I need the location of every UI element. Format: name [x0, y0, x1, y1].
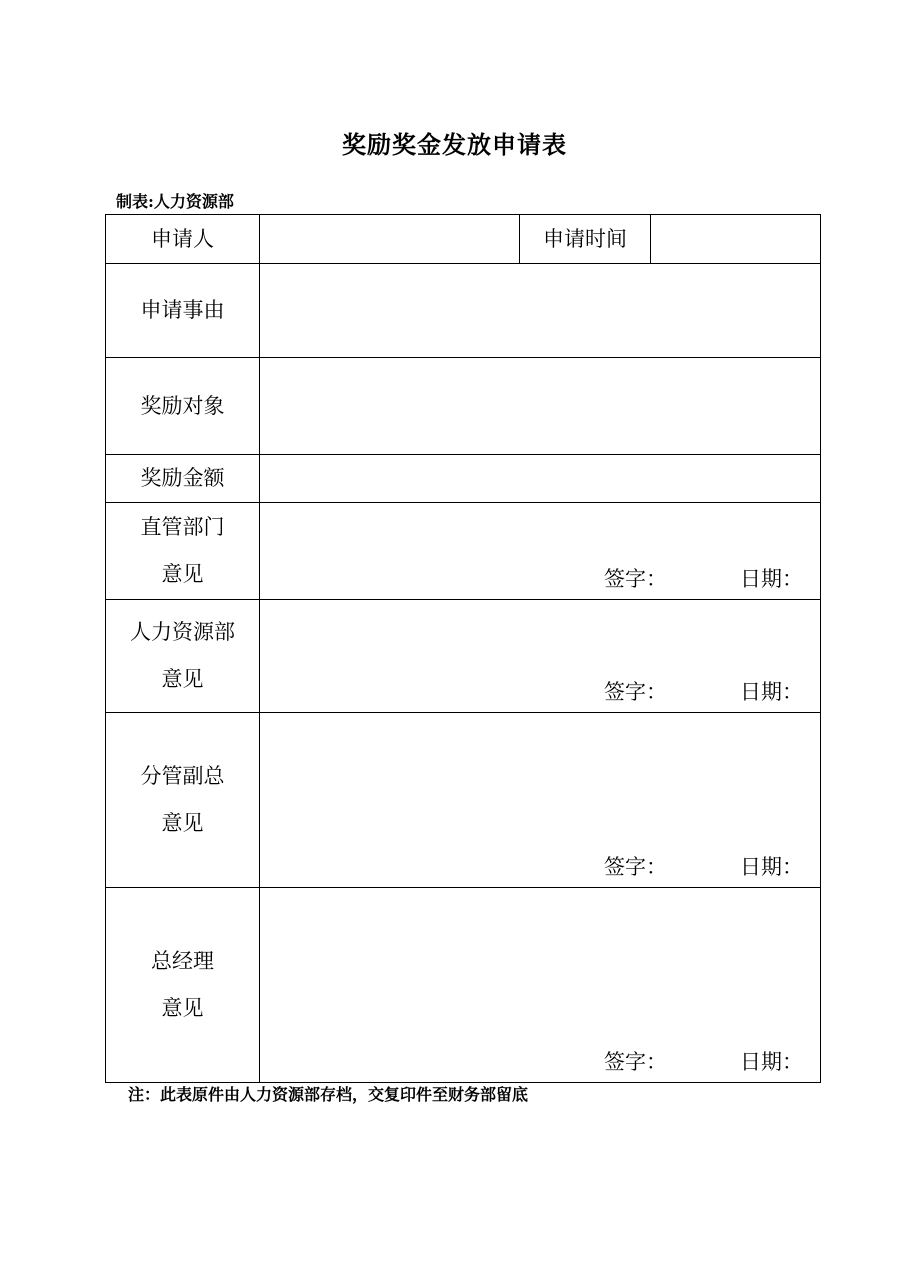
dept-signature-label: 签字： [604, 567, 667, 591]
vp-opinion-label-line2: 意见 [161, 811, 204, 835]
amount-label: 奖励金额 [106, 455, 260, 503]
reason-field[interactable] [260, 264, 821, 358]
hr-opinion-field[interactable] [260, 600, 821, 713]
application-time-label: 申请时间 [520, 215, 651, 264]
form-title: 奖励奖金发放申请表 [342, 130, 567, 159]
amount-field[interactable] [260, 455, 821, 503]
vp-signature-label: 签字： [604, 855, 667, 879]
hr-date-label: 日期： [740, 680, 803, 704]
hr-signature-line [260, 674, 820, 710]
target-row [106, 358, 821, 455]
dept-opinion-label [106, 503, 260, 600]
hr-signature-label: 签字： [604, 680, 667, 704]
vp-signature-line [260, 849, 820, 885]
dept-opinion-label-line1: 直管部门 [140, 515, 225, 539]
vp-opinion-row [106, 713, 821, 888]
hr-opinion-row [106, 600, 821, 713]
vp-date-label: 日期： [740, 855, 803, 879]
hr-opinion-label-line1: 人力资源部 [130, 620, 235, 644]
hr-opinion-label-line2: 意见 [161, 667, 204, 691]
form-maker-line: 制表:人力资源部 [116, 192, 234, 211]
dept-date-label: 日期： [740, 567, 803, 591]
vp-opinion-field[interactable] [260, 713, 821, 888]
dept-opinion-row [106, 503, 821, 600]
reason-label: 申请事由 [106, 264, 260, 358]
gm-opinion-label [106, 888, 260, 1083]
target-label: 奖励对象 [106, 358, 260, 455]
dept-opinion-label-line2: 意见 [161, 562, 204, 586]
target-field[interactable] [260, 358, 821, 455]
applicant-label: 申请人 [106, 215, 260, 264]
application-time-field[interactable] [651, 215, 821, 264]
amount-row [106, 455, 821, 503]
gm-date-label: 日期： [740, 1050, 803, 1074]
gm-opinion-label-line2: 意见 [161, 996, 204, 1020]
gm-signature-line [260, 1044, 820, 1080]
gm-opinion-label-line1: 总经理 [151, 949, 214, 973]
dept-opinion-field[interactable] [260, 503, 821, 600]
vp-opinion-label-line1: 分管副总 [140, 764, 225, 788]
gm-opinion-row [106, 888, 821, 1083]
bonus-application-table [105, 214, 821, 1083]
footer-note: 注：此表原件由人力资源部存档，交复印件至财务部留底 [128, 1085, 529, 1104]
reason-row [106, 264, 821, 358]
applicant-field[interactable] [260, 215, 520, 264]
gm-signature-label: 签字： [604, 1050, 667, 1074]
vp-opinion-label [106, 713, 260, 888]
applicant-row [106, 215, 821, 264]
hr-opinion-label [106, 600, 260, 713]
dept-signature-line [260, 561, 820, 597]
gm-opinion-field[interactable] [260, 888, 821, 1083]
